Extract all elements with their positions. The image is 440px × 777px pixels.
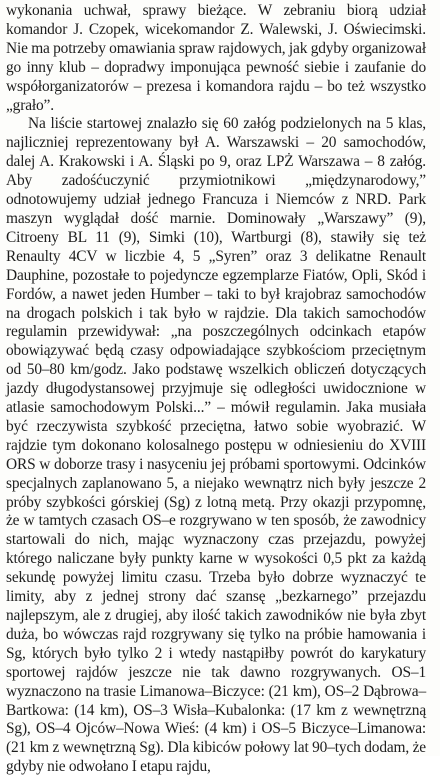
paragraph-intro-continuation: wykonania uchwał, sprawy bieżące. W zebraniu biorą udział komandor J. Czopek, wicekomandor Z. Walewski, J. Oświecimski. Nie ma potrzeby omawiania spraw rajdowych, jak gdyby organizował go inny klub – dopradwy imponująca pewność siebie i zaufanie do współorganizatorów – prezesa i komandora rajdu – bo też wszystko „grało”.	[6, 2, 426, 114]
body-text-column	[6, 2, 426, 777]
paragraph-start-list: Na liście startowej znalazło się 60 załóg podzielonych na 5 klas, najliczniej reprezentowany był A. Warszawski – 20 samochodów, dalej A. Krakowski i A. Śląski po 9, oraz LPŻ Warszawa – 8 załóg. Aby zadośćuczynić przymiotnikowi „międzynarodowy,” odnotowujemy udział jednego Francuza i Niemców z NRD. Park maszyn wyglądał dość marnie. Dominowały „Warszawy” (9), Citroeny BL 11 (9), Simki (10), Wartburgi (8), stawiły się też Renaulty 4CV w liczbie 4, 5 „Syren” oraz 3 delikatne Renault Dauphine, pozostałe to pojedyncze egzemplarze Fiatów, Opli, Skód i Fordów, a nawet jeden Humber – taki to był krajobraz samochodów na drogach polskich i tak było w rajdzie. Dla takich samochodów regulamin przewidywał: „na poszczególnych odcinkach etapów obowiązywać będą czasy odpowiadające szybkościom przeciętnym od 50–80 km/godz. Jako podstawę wszelkich obliczeń dotyczących jazdy długodystansowej przyjmuje się odległości uwidocznione w atlasie samochodowym Polski...” – mówił regulamin. Jaka musiała być rzeczywista szybkość przeciętna, łatwo sobie wyobrazić. W rajdzie tym dokonano kolosalnego postępu w odniesieniu do XVIII ORS w doborze trasy i nasyceniu jej próbami sportowymi. Odcinków specjalnych zaplanowano 5, a niejako wewnątrz nich były jeszcze 2 próby szybkości górskiej (Sg) z lotną metą. Przy okazji przypomnę, że w tamtych czasach OS–e rozgrywano w ten sposób, że zawodnicy startowali do nich, mając wyznaczony czas przejazdu, powyżej którego naliczane były punkty karne w wysokości 0,5 pkt za każdą sekundę powyżej limitu czasu. Trzeba było dobrze wyznaczyć te limity, aby z jednej strony dać szansę „bezkarnego” przejazdu najlepszym, ale z drugiej, aby ilość takich zawodników nie była zbyt duża, bo wówczas rajd rozgrywany się tylko na próbie hamowania i Sg, których było tylko 2 i wtedy nastąpiłby powrót do karykatury sportowej rajdów jeszcze nie tak dawno rozgrywanych. OS–1 wyznaczono na trasie Limanowa–Biczyce: (21 km), OS–2 Dąbrowa–Bartkowa: (14 km), OS–3 Wisła–Kubalonka: (17 km z wewnętrzną Sg), OS–4 Ojców–Nowa Wieś: (4 km) i OS–5 Biczyce–Limanowa: (21 km z wewnętrzną Sg). Dla kibiców połowy lat 90–tych dodam, że gdyby nie odwołano I etapu rajdu,	[6, 115, 426, 776]
